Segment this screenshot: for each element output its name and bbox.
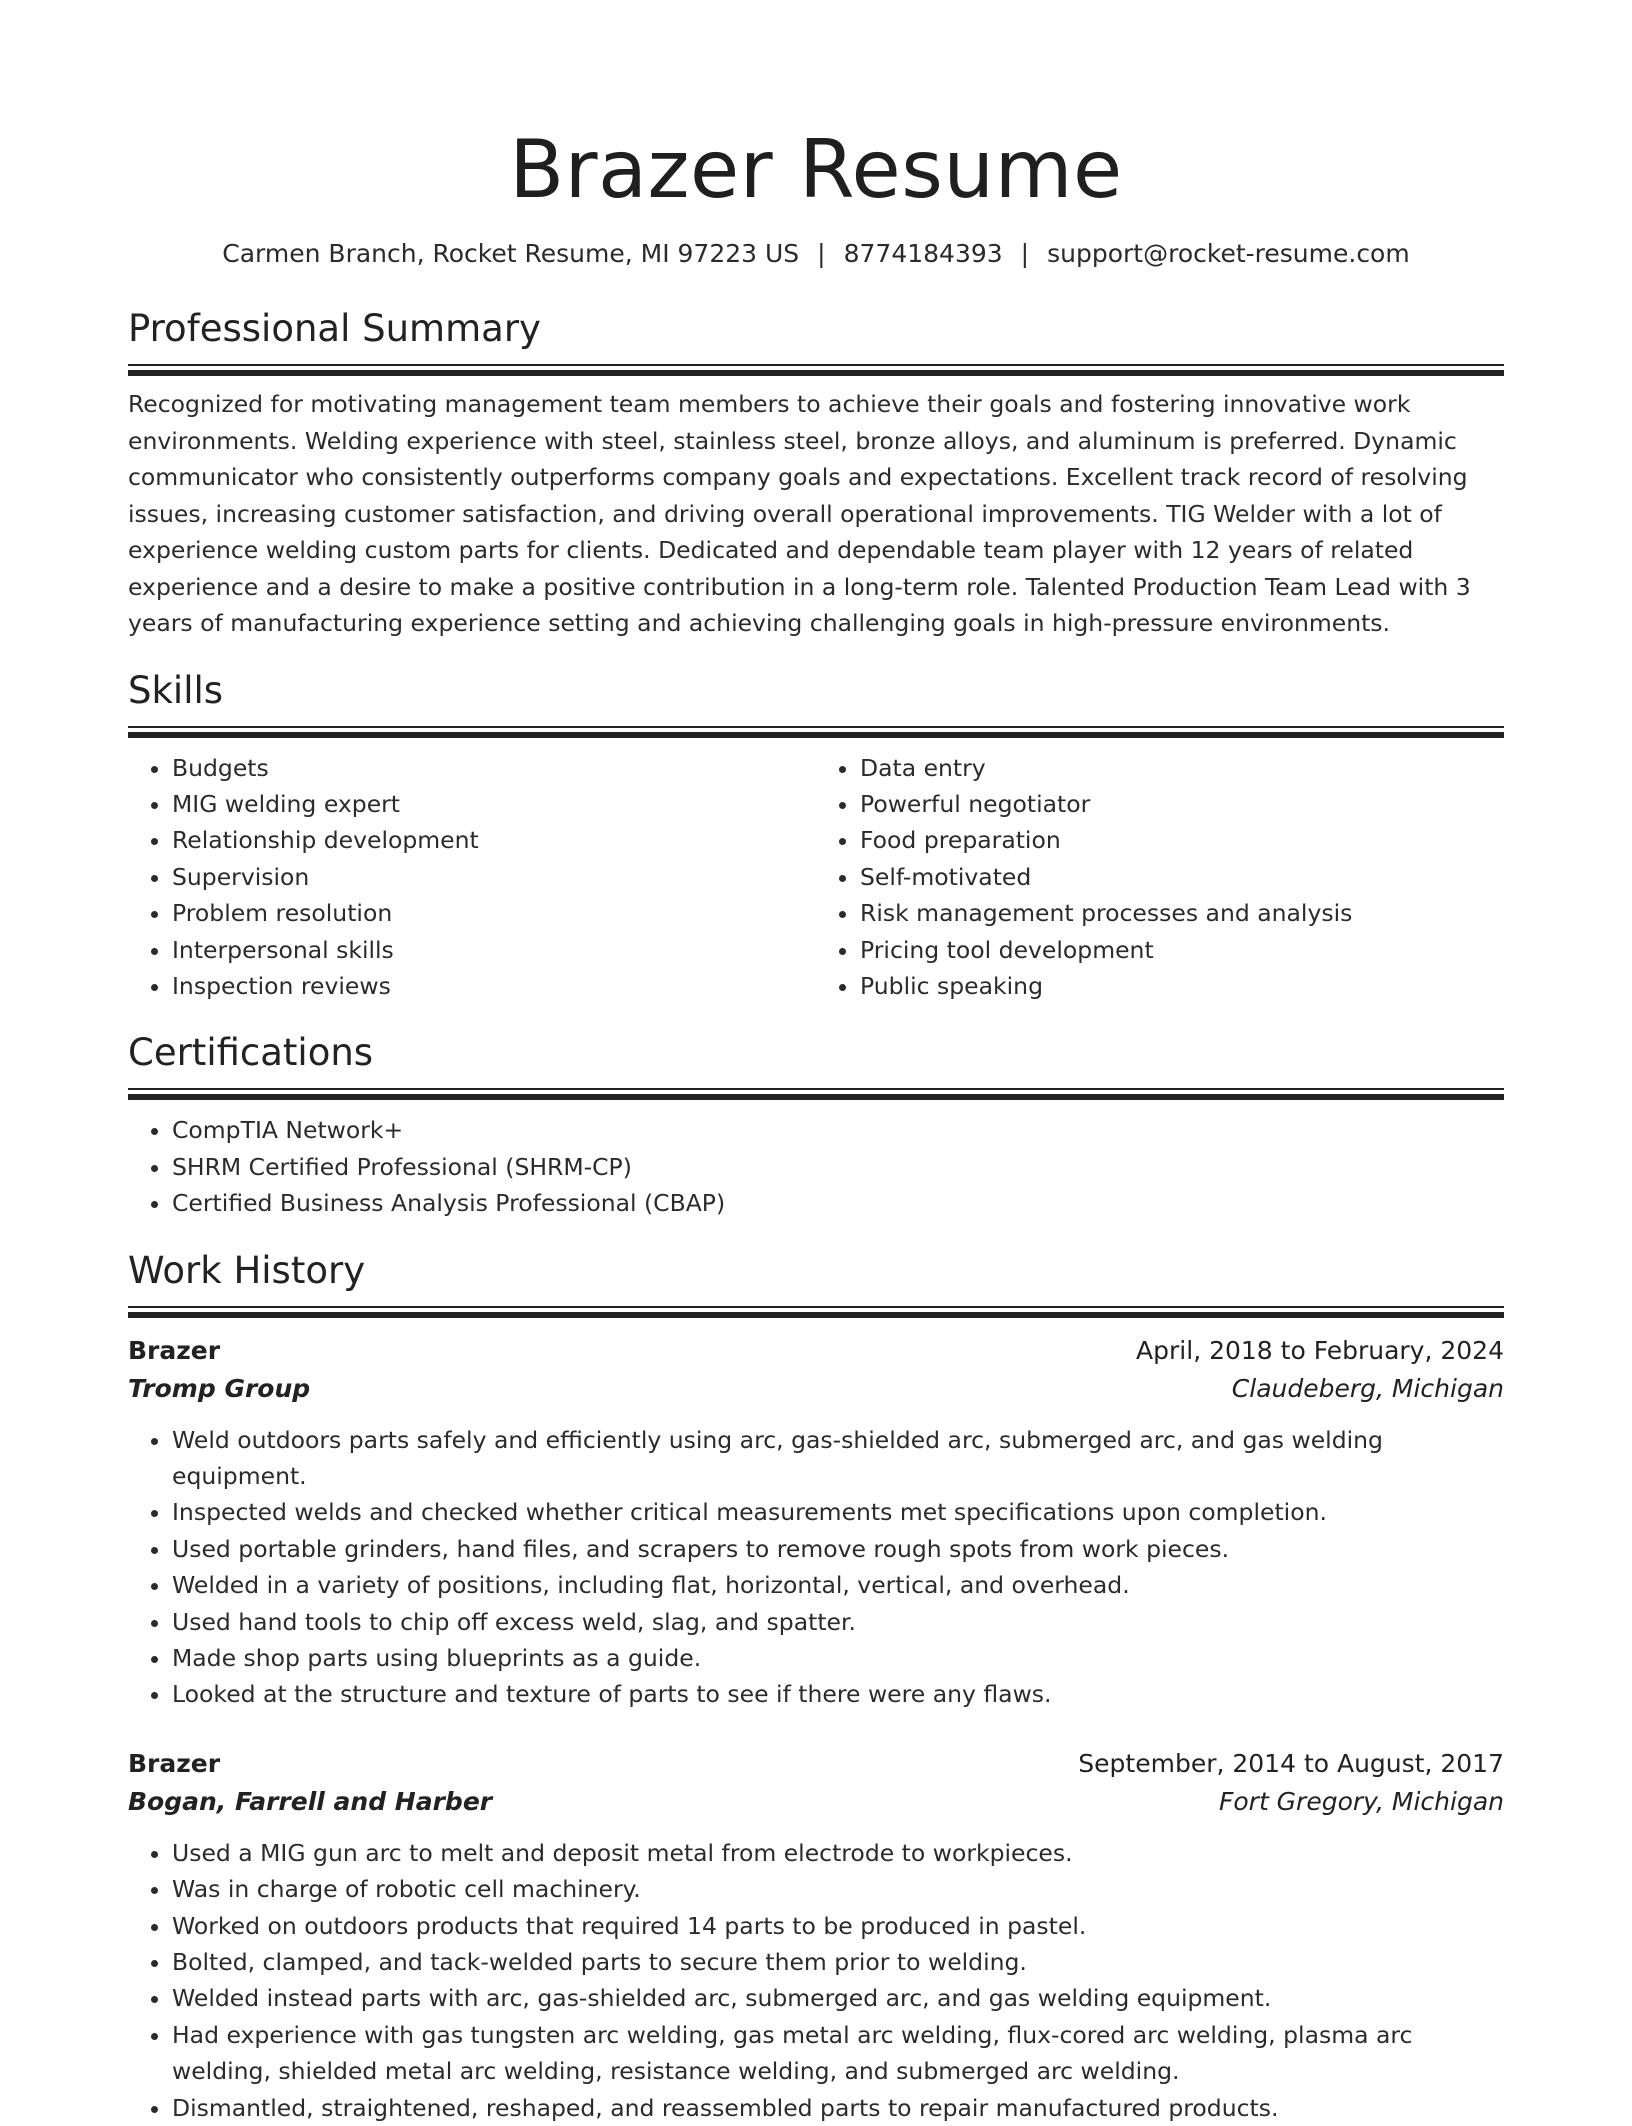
contact-separator: | <box>1020 239 1030 268</box>
contact-phone: 8774184393 <box>843 239 1003 268</box>
skill-item: • Budgets <box>172 750 816 786</box>
job-company: Tromp Group <box>128 1373 311 1403</box>
skill-item: • Self-motivated <box>860 859 1504 895</box>
contact-line <box>128 238 1504 270</box>
contact-separator: | <box>817 239 826 268</box>
skill-item: • Powerful negotiator <box>860 786 1504 822</box>
section-heading: Work History <box>128 1248 366 1292</box>
resume-page <box>128 0 1504 2126</box>
skills-list-left <box>128 750 816 1005</box>
skill-item: • Relationship development <box>172 822 816 858</box>
job-subheader <box>128 1370 1504 1408</box>
job-location: Fort Gregory, Michigan <box>1218 1786 1504 1816</box>
duty-item: • Welded in a variety of positions, including flat, horizontal, vertical, and overhead. <box>172 1567 1504 1603</box>
certification-item: • Certified Business Analysis Professional (CBAP) <box>172 1185 1504 1221</box>
contact-email: support@rocket-resume.com <box>1047 239 1410 268</box>
skill-item: • Public speaking <box>860 968 1504 1004</box>
contact-address: Carmen Branch, Rocket Resume, MI 97223 US <box>222 239 800 268</box>
job-subheader <box>128 1783 1504 1821</box>
job-entry <box>128 1332 1504 1713</box>
job-location: Claudeberg, Michigan <box>1231 1373 1504 1403</box>
job-company: Bogan, Farrell and Harber <box>128 1786 493 1816</box>
skill-item: • Food preparation <box>860 822 1504 858</box>
job-dates: September, 2014 to August, 2017 <box>1078 1748 1504 1778</box>
certifications-section <box>128 1028 1504 1221</box>
duty-item: • Dismantled, straightened, reshaped, and reassembled parts to repair manufactured products. <box>172 2090 1504 2126</box>
duty-item: • Had experience with gas tungsten arc welding, gas metal arc welding, flux-cored arc welding, plasma arc welding, shielded metal arc welding, resistance welding, and submerged arc welding. <box>172 2017 1504 2090</box>
skill-item: • MIG welding expert <box>172 786 816 822</box>
job-duties <box>128 1422 1504 1713</box>
section-divider <box>128 364 1504 376</box>
duty-item: • Weld outdoors parts safely and efficiently using arc, gas-shielded arc, submerged arc, and gas welding equipment. <box>172 1422 1504 1495</box>
section-heading: Professional Summary <box>128 307 541 350</box>
skills-list-right <box>816 750 1504 1005</box>
duty-item: • Used a MIG gun arc to melt and deposit metal from electrode to workpieces. <box>172 1835 1504 1871</box>
section-divider <box>128 1088 1504 1100</box>
skill-item: • Pricing tool development <box>860 932 1504 968</box>
resume-title: Brazer Resume <box>509 123 1123 216</box>
duty-item: • Made shop parts using blueprints as a guide. <box>172 1640 1504 1676</box>
job-duties <box>128 1835 1504 2126</box>
duty-item: • Used hand tools to chip off excess weld, slag, and spatter. <box>172 1604 1504 1640</box>
skill-item: • Supervision <box>172 859 816 895</box>
skill-item: • Data entry <box>860 750 1504 786</box>
skill-item: • Interpersonal skills <box>172 932 816 968</box>
job-dates: April, 2018 to February, 2024 <box>1136 1335 1504 1365</box>
skills-columns <box>128 750 1504 1005</box>
duty-item: • Bolted, clamped, and tack-welded parts to secure them prior to welding. <box>172 1944 1504 1980</box>
section-divider <box>128 1306 1504 1318</box>
job-title: Brazer <box>128 1335 221 1365</box>
work-history-section <box>128 1246 1504 2126</box>
section-heading: Skills <box>128 668 224 712</box>
duty-item: • Worked on outdoors products that required 14 parts to be produced in pastel. <box>172 1908 1504 1944</box>
job-header <box>128 1745 1504 1783</box>
skills-section <box>128 666 1504 1005</box>
duty-item: • Inspected welds and checked whether critical measurements met specifications upon completion. <box>172 1494 1504 1530</box>
skill-item: • Problem resolution <box>172 895 816 931</box>
skill-item: • Inspection reviews <box>172 968 816 1004</box>
duty-item: • Used portable grinders, hand files, and scrapers to remove rough spots from work pieces. <box>172 1531 1504 1567</box>
duty-item: • Was in charge of robotic cell machinery. <box>172 1871 1504 1907</box>
job-entry <box>128 1745 1504 2126</box>
job-header <box>128 1332 1504 1370</box>
job-title: Brazer <box>128 1748 221 1778</box>
duty-item: • Looked at the structure and texture of parts to see if there were any flaws. <box>172 1676 1504 1712</box>
section-heading: Certifications <box>128 1031 374 1075</box>
certifications-list <box>128 1112 1504 1221</box>
duty-item: • Welded instead parts with arc, gas-shielded arc, submerged arc, and gas welding equipment. <box>172 1980 1504 2016</box>
section-divider <box>128 726 1504 738</box>
certification-item: • CompTIA Network+ <box>172 1112 1504 1148</box>
summary-section <box>128 304 1504 642</box>
certification-item: • SHRM Certified Professional (SHRM-CP) <box>172 1149 1504 1185</box>
summary-text: Recognized for motivating management team members to achieve their goals and fostering innovative work environments. Welding experience with steel, stainless steel, bronze alloys, and aluminum is preferred. Dynamic communicator who consistently outperforms company goals and expectations. Excellent track record of resolving issues, increasing customer satisfaction, and driving overall operational improvements. TIG Welder with a lot of experience welding custom parts for clients. Dedicated and dependable team player with 12 years of related experience and a desire to make a positive contribution in a long-term role. Talented Production Team Lead with 3 years of manufacturing experience setting and achieving challenging goals in high-pressure environments. <box>128 390 1471 637</box>
skill-item: • Risk management processes and analysis <box>860 895 1504 931</box>
